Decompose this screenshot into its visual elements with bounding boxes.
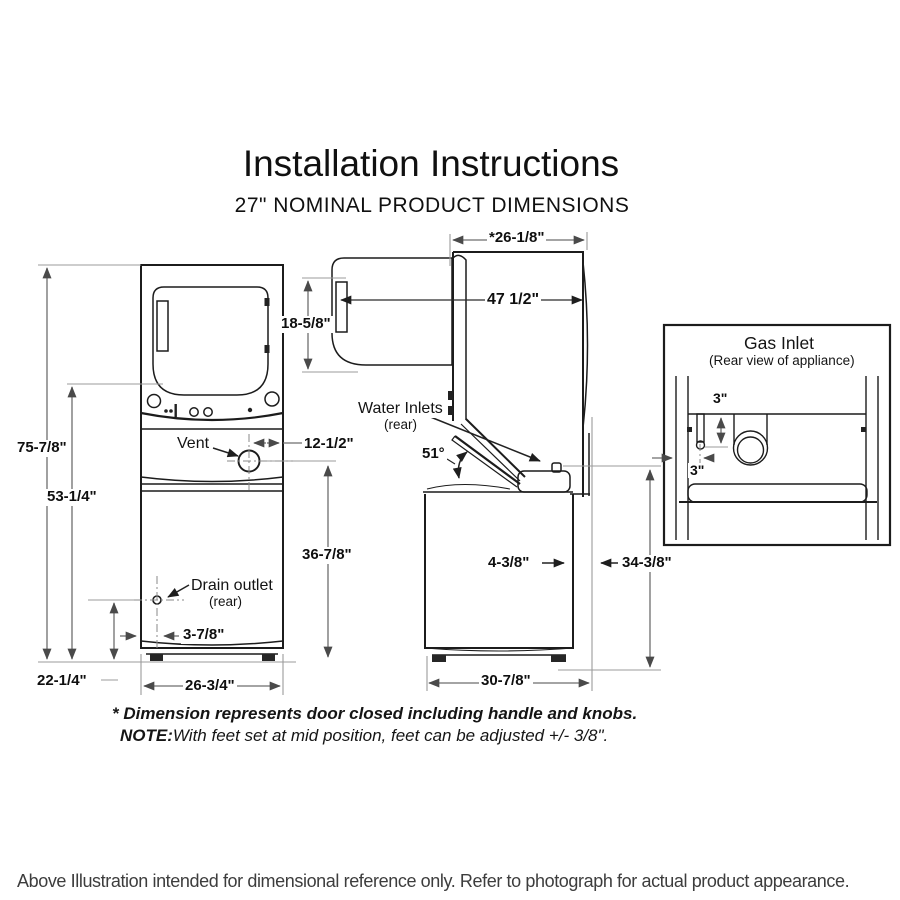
rail-tab-icon (687, 427, 692, 432)
dim-label-washer-top-height: 53-1/4" (47, 488, 97, 505)
front-strip (453, 255, 466, 420)
page-subtitle: 27" NOMINAL PRODUCT DIMENSIONS (234, 194, 630, 217)
dim-label-3in-vertical: 3" (713, 390, 728, 406)
drain-outlet-sublabel: (rear) (209, 594, 242, 609)
open-lid (455, 436, 520, 484)
side-view-unit (332, 252, 590, 662)
door-hinge-icon (265, 345, 270, 353)
dim-label-vent-offset: 12-1/2" (304, 435, 354, 452)
panel-dot (248, 408, 252, 412)
drain-leader-arrow (168, 585, 189, 597)
open-door-handle (336, 282, 347, 332)
water-inlets-sublabel: (rear) (384, 417, 417, 432)
rail-tab-icon (861, 427, 866, 432)
panel-curve (141, 477, 283, 482)
knob-left (148, 395, 161, 408)
duct-circle (734, 431, 768, 465)
note-feet (112, 725, 637, 747)
dim-label-door-open-depth: 47 1/2" (487, 291, 540, 308)
open-lid-inner (452, 436, 517, 487)
duct-circle-inner (738, 437, 764, 463)
panel-dot (164, 409, 168, 413)
washer-top-curve (427, 485, 510, 490)
side-outline (453, 252, 583, 497)
gas-pipe (697, 414, 704, 442)
dim-label-width: 26-3/4" (185, 677, 235, 694)
dim-label-depth: *26-1/8" (489, 229, 545, 246)
gas-inlet-subtitle: (Rear view of appliance) (709, 353, 855, 368)
rear-console (518, 471, 570, 492)
leveling-bar (688, 484, 867, 502)
dim-label-door-height: 18-5/8" (281, 315, 331, 332)
vent-label: Vent (177, 435, 210, 452)
dim-label-drain-offset: 3-7/8" (183, 626, 225, 643)
vent-leader-arrow (213, 448, 238, 456)
footer-disclaimer: Above Illustration intended for dimensional reference only. Refer to photograph for actual product appearance. (17, 871, 850, 891)
panel-button (190, 408, 198, 416)
lid-angle-arc (458, 452, 467, 478)
dim-label-bottom-depth: 30-7/8" (481, 672, 531, 689)
slant-panel (466, 419, 525, 477)
drain-outlet-label: Drain outlet (191, 577, 273, 594)
page-title: Installation Instructions (242, 143, 620, 184)
door-hinge-icon (265, 298, 270, 306)
dim-label-top-offset: 4-3/8" (488, 554, 530, 571)
dim-label-3in-horizontal: 3" (690, 462, 705, 478)
panel-switch (175, 404, 177, 417)
note-feet-text: With feet set at mid position, feet can be adjusted +/- 3/8". (172, 726, 609, 746)
foot-icon (432, 655, 446, 662)
foot-icon (150, 654, 163, 661)
note-prefix: NOTE: (120, 726, 173, 746)
open-dryer-door (332, 258, 452, 365)
gas-inlet-title: Gas Inlet (744, 333, 815, 353)
latch-icon (448, 406, 453, 415)
panel-dot (169, 409, 173, 413)
foot-icon (262, 654, 275, 661)
panel-button (204, 408, 212, 416)
foot-icon (551, 655, 566, 662)
notes-block (112, 703, 637, 748)
latch-icon (448, 391, 453, 400)
dim-label-washer-height: 34-3/8" (622, 554, 672, 571)
dim-label-drain-height: 22-1/4" (37, 672, 87, 689)
water-inlets-label: Water Inlets (358, 400, 443, 417)
note-dimension: * Dimension represents door closed including handle and knobs. (112, 704, 638, 723)
dim-label-total-height: 75-7/8" (17, 439, 67, 456)
dryer-door (153, 287, 268, 395)
knob-right (265, 392, 279, 406)
dim-label-lid-angle: 51° (422, 445, 445, 462)
dim-label-vent-height: 36-7/8" (302, 546, 352, 563)
door-handle (157, 301, 168, 351)
lid-angle-leader (447, 459, 455, 464)
